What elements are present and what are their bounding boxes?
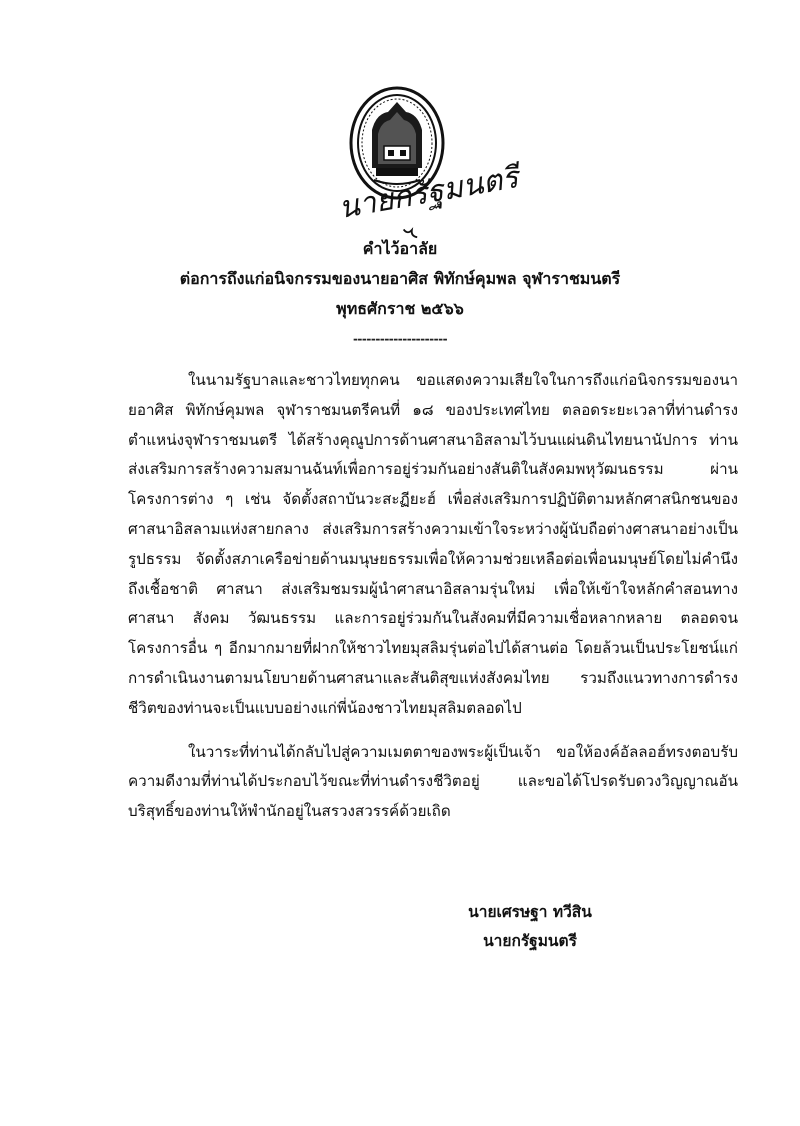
document-year: พุทธศักราช ๒๕๖๖: [336, 299, 464, 318]
title-block: [0, 234, 800, 324]
document-subtitle: ต่อการถึงแก่อนิจกรรมของนายอาศิส พิทักษ์คุมพล จุฬาราชมนตรี: [179, 269, 621, 288]
signatory-name: นายเศรษฐา ทวีสิน: [468, 903, 592, 921]
body-paragraph-2: ในวาระที่ท่านได้กลับไปสู่ความเมตตาของพระผู้เป็นเจ้า ขอให้องค์อัลลอฮ์ทรงตอบรับความดีงามที่ท่านได้ประกอบไว้ขณะที่ท่านดำรงชีวิตอยู่ และขอได้โปรดรับดวงวิญญาณอันบริสุทธิ์ของท่านให้พำนักอยู่ในสรวงสวรรค์ด้วยเถิด: [128, 742, 738, 821]
document-body: [128, 366, 738, 827]
letterhead: [0, 50, 800, 240]
signatory-position: นายกรัฐมนตรี: [483, 932, 577, 950]
signature-block: [420, 898, 640, 956]
title-divider: ---------------------: [352, 332, 448, 346]
letterhead-script-text: นายกรัฐมนตรี: [336, 160, 521, 227]
document-title: คำไว้อาลัย: [362, 239, 438, 258]
body-paragraph-1: ในนามรัฐบาลและชาวไทยทุกคน ขอแสดงความเสียใจในการถึงแก่อนิจกรรมของนายอาศิส พิทักษ์คุมพล จุฬาราชมนตรีคนที่ ๑๘ ของประเทศไทย ตลอดระยะเวลาที่ท่านดำรงตำแหน่งจุฬาราชมนตรี ได้สร้างคุณูปการด้านศาสนาอิสลามไว้บนแผ่นดินไทยนานัปการ ท่านส่งเสริมการสร้างความสมานฉันท์เพื่อการอยู่ร่วมกันอย่างสันติในสังคมพหุวัฒนธรรม ผ่านโครงการต่าง ๆ เช่น จัดตั้งสถาบันวะสะฏียะฮ์ เพื่อส่งเสริมการปฏิบัติตามหลักศาสนิกชนของศาสนาอิสลามแห่งสายกลาง ส่งเสริมการสร้างความเข้าใจระหว่างผู้นับถือต่างศาสนาอย่างเป็นรูปธรรม จัดตั้งสภาเครือข่ายด้านมนุษยธรรมเพื่อให้ความช่วยเหลือต่อเพื่อนมนุษย์โดยไม่คำนึงถึงเชื้อชาติ ศาสนา ส่งเสริมชมรมผู้นำศาสนาอิสลามรุ่นใหม่ เพื่อให้เข้าใจหลักคำสอนทางศาสนา สังคม วัฒนธรรม และการอยู่ร่วมกันในสังคมที่มีความเชื่อหลากหลาย ตลอดจนโครงการอื่น ๆ อีกมากมายที่ฝากให้ชาวไทยมุสลิมรุ่นต่อไปได้สานต่อ โดยล้วนเป็นประโยชน์แก่การดำเนินงานตามนโยบายด้านศาสนาและสันติสุขแห่งสังคมไทย รวมถึงแนวทางการดำรงชีวิตของท่านจะเป็นแบบอย่างแก่พี่น้องชาวไทยมุสลิมตลอดไป: [128, 371, 738, 717]
